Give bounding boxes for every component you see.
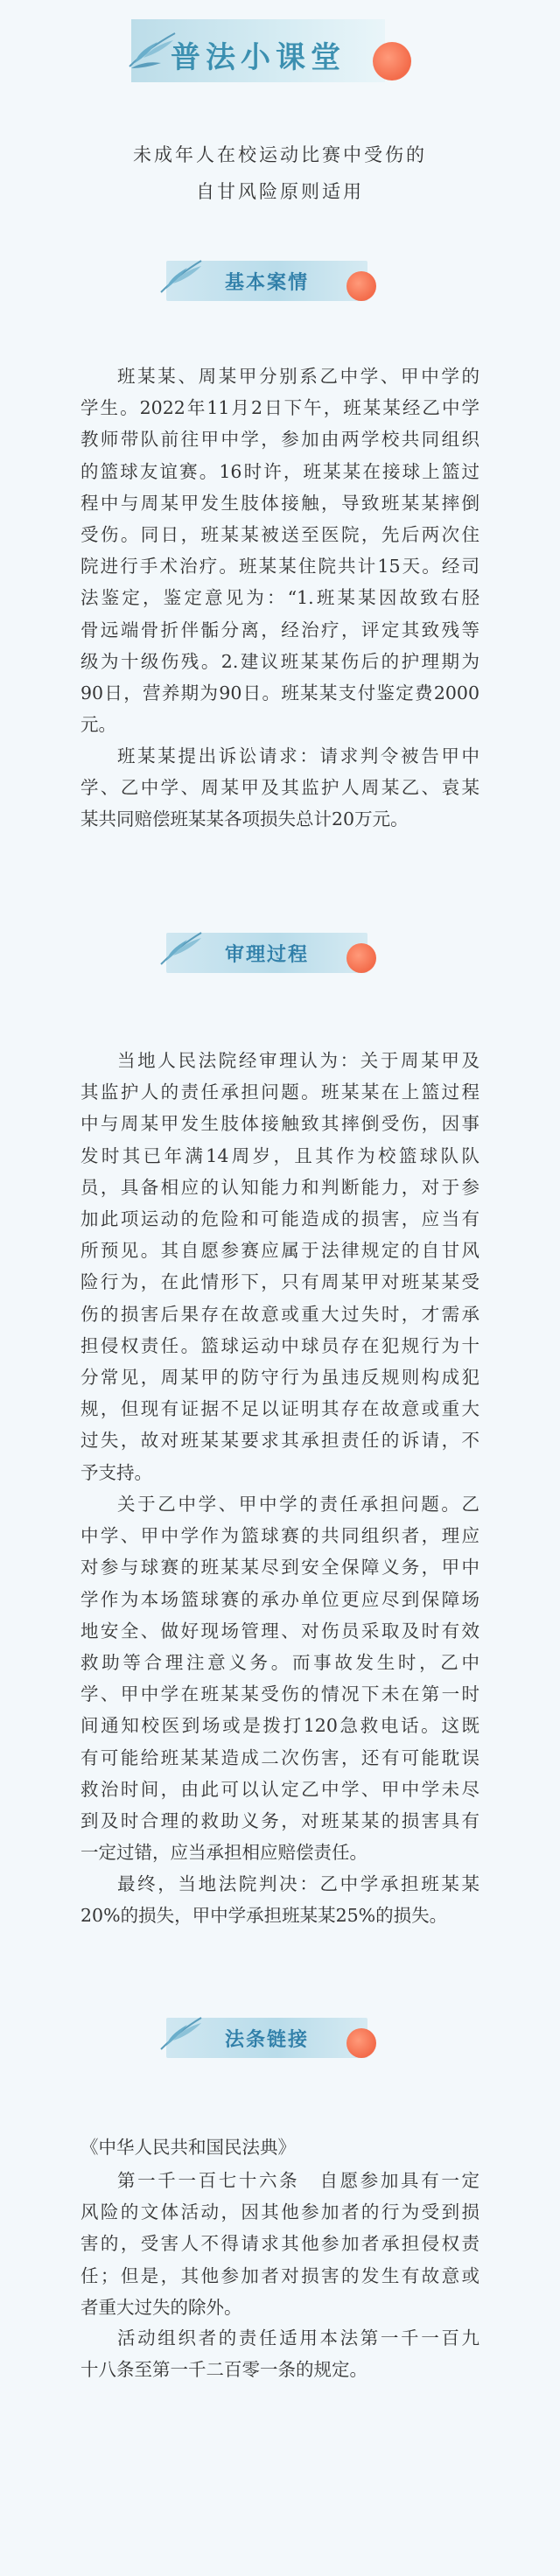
text-line: 一定过错，应当承担相应赔偿责任。 [80,1842,368,1864]
text-line: 活动组织者的责任适用本法第一千一百九 [117,2328,480,2348]
section-heading-case [105,254,455,306]
text-line: 任；但是，其他参加者对损害的发生有故意或 [80,2264,480,2286]
subtitle-line-1: 未成年人在校运动比赛中受伤的 [133,144,427,165]
text-line: 法鉴定，鉴定意见为：“1.班某某因故致右胫 [80,587,480,609]
text-line: 有可能给班某某造成二次伤害，还有可能耽误 [80,1746,480,1768]
text-line: 担侵权责任。篮球运动中球员存在犯规行为十 [80,1334,480,1356]
text-line: 某共同赔偿班某某各项损失总计20万元。 [80,808,409,830]
section-title: 基本案情 [224,272,309,294]
case-paragraph-2 [80,740,480,836]
page-title: 普法小课堂 [171,40,346,75]
text-line: 地安全、做好现场管理、对伤员采取及时有效 [80,1620,480,1642]
text-line: 风险的文体活动，因其他参加者的行为受到损 [80,2202,480,2223]
text-line: 关于乙中学、甲中学的责任承担问题。乙 [117,1494,480,1515]
text-line: 所预见。其自愿参赛应属于法律规定的自甘风 [80,1240,480,1262]
text-line: 救治时间，由此可以认定乙中学、甲中学未尽 [80,1778,480,1800]
section-heading-law [105,2011,455,2063]
text-line: 骨远端骨折伴骺分离，经治疗，评定其致残等 [80,619,480,640]
section-heading-trial [105,926,455,978]
text-line: 过失，故对班某某要求其承担责任的诉请，不 [80,1430,480,1452]
law-paragraph-2 [80,2322,480,2385]
sun-icon [346,943,376,973]
text-line: 伤的损害后果存在故意或重大过失时，才需承 [80,1303,480,1325]
text-line: 教师带队前往甲中学，参加由两学校共同组织 [80,429,480,451]
text-line: 中与周某甲发生肢体接触致其摔倒受伤，因事 [80,1113,480,1135]
section-title: 法条链接 [224,2029,309,2051]
text-line: 到及时合理的救助义务，对班某某的损害具有 [80,1810,480,1832]
text-line: 班某某提出诉讼请求：请求判令被告甲中 [117,746,480,766]
text-line: 20%的损失，甲中学承担班某某25%的损失。 [80,1905,448,1927]
text-line: 害的，受害人不得请求其他参加者承担侵权责 [80,2233,480,2255]
trial-paragraph-2 [80,1488,480,1868]
text-line: 予支持。 [80,1461,152,1483]
text-line: 发时其已年满14周岁，且其作为校篮球队队 [80,1144,480,1166]
text-line: 班某某、周某甲分别系乙中学、甲中学的 [117,366,480,387]
law-paragraph-1 [80,2165,480,2323]
sun-icon [346,2028,376,2058]
text-line: 学生。2022年11月2日下午，班某某经乙中学 [80,397,480,419]
text-line: 受伤。同日，班某某被送至医院，先后两次住 [80,524,480,546]
text-line: 级为十级伤残。2.建议班某某伤后的护理期为 [80,650,480,672]
text-line: 学、甲中学在班某某受伤的情况下未在第一时 [80,1684,480,1705]
text-line: 元。 [80,714,116,736]
sun-icon [346,271,376,301]
text-line: 险行为，在此情形下，只有周某甲对班某某受 [80,1271,480,1293]
text-line: 院进行手术治疗。班某某住院共计15天。经司 [80,556,480,578]
text-line: 学、乙中学、周某甲及其监护人周某乙、袁某 [80,777,480,799]
text-line: 学作为本场篮球赛的承办单位更应尽到保障场 [80,1588,480,1610]
text-line: 加此项运动的危险和可能造成的损害，应当有 [80,1208,480,1230]
text-line: 90日，营养期为90日。班某某支付鉴定费2000 [80,682,480,704]
text-line: 员，具备相应的认知能力和判断能力，对于参 [80,1176,480,1198]
case-paragraph-1 [80,360,480,740]
text-line: 十八条至第一千二百零一条的规定。 [80,2359,368,2381]
title-banner [131,19,385,82]
text-line: 规，但现有证据不足以证明其存在故意或重大 [80,1398,480,1420]
text-line: 第一千一百七十六条 自愿参加具有一定 [117,2170,480,2191]
text-line: 间通知校医到场或是拨打120急救电话。这既 [80,1715,480,1737]
trial-paragraph-3 [80,1868,480,1931]
text-line: 分常见，周某甲的防守行为虽违反规则构成犯 [80,1367,480,1389]
text-line: 当地人民法院经审理认为：关于周某甲及 [117,1050,480,1071]
text-line: 的篮球友谊赛。16时许，班某某在接球上篮过 [80,460,480,482]
text-line: 者重大过失的除外。 [80,2296,242,2318]
sun-icon [373,42,411,80]
text-line: 最终，当地法院判决：乙中学承担班某某 [117,1873,480,1894]
trial-paragraph-1 [80,1045,480,1488]
text-line: 其监护人的责任承担问题。班某某在上篮过程 [80,1082,480,1103]
subtitle-line-2: 自甘风险原则适用 [196,181,364,202]
text-line: 救助等合理注意义务。而事故发生时，乙中 [80,1652,480,1674]
law-title [80,2132,480,2163]
text-line: 中学、甲中学作为篮球赛的共同组织者，理应 [80,1525,480,1547]
text-line: 对参与球赛的班某某尽到安全保障义务，甲中 [80,1557,480,1578]
text-line: 程中与周某甲发生肢体接触，导致班某某摔倒 [80,492,480,514]
section-title: 审理过程 [224,944,309,966]
law-name: 《中华人民共和国民法典》 [80,2137,296,2158]
